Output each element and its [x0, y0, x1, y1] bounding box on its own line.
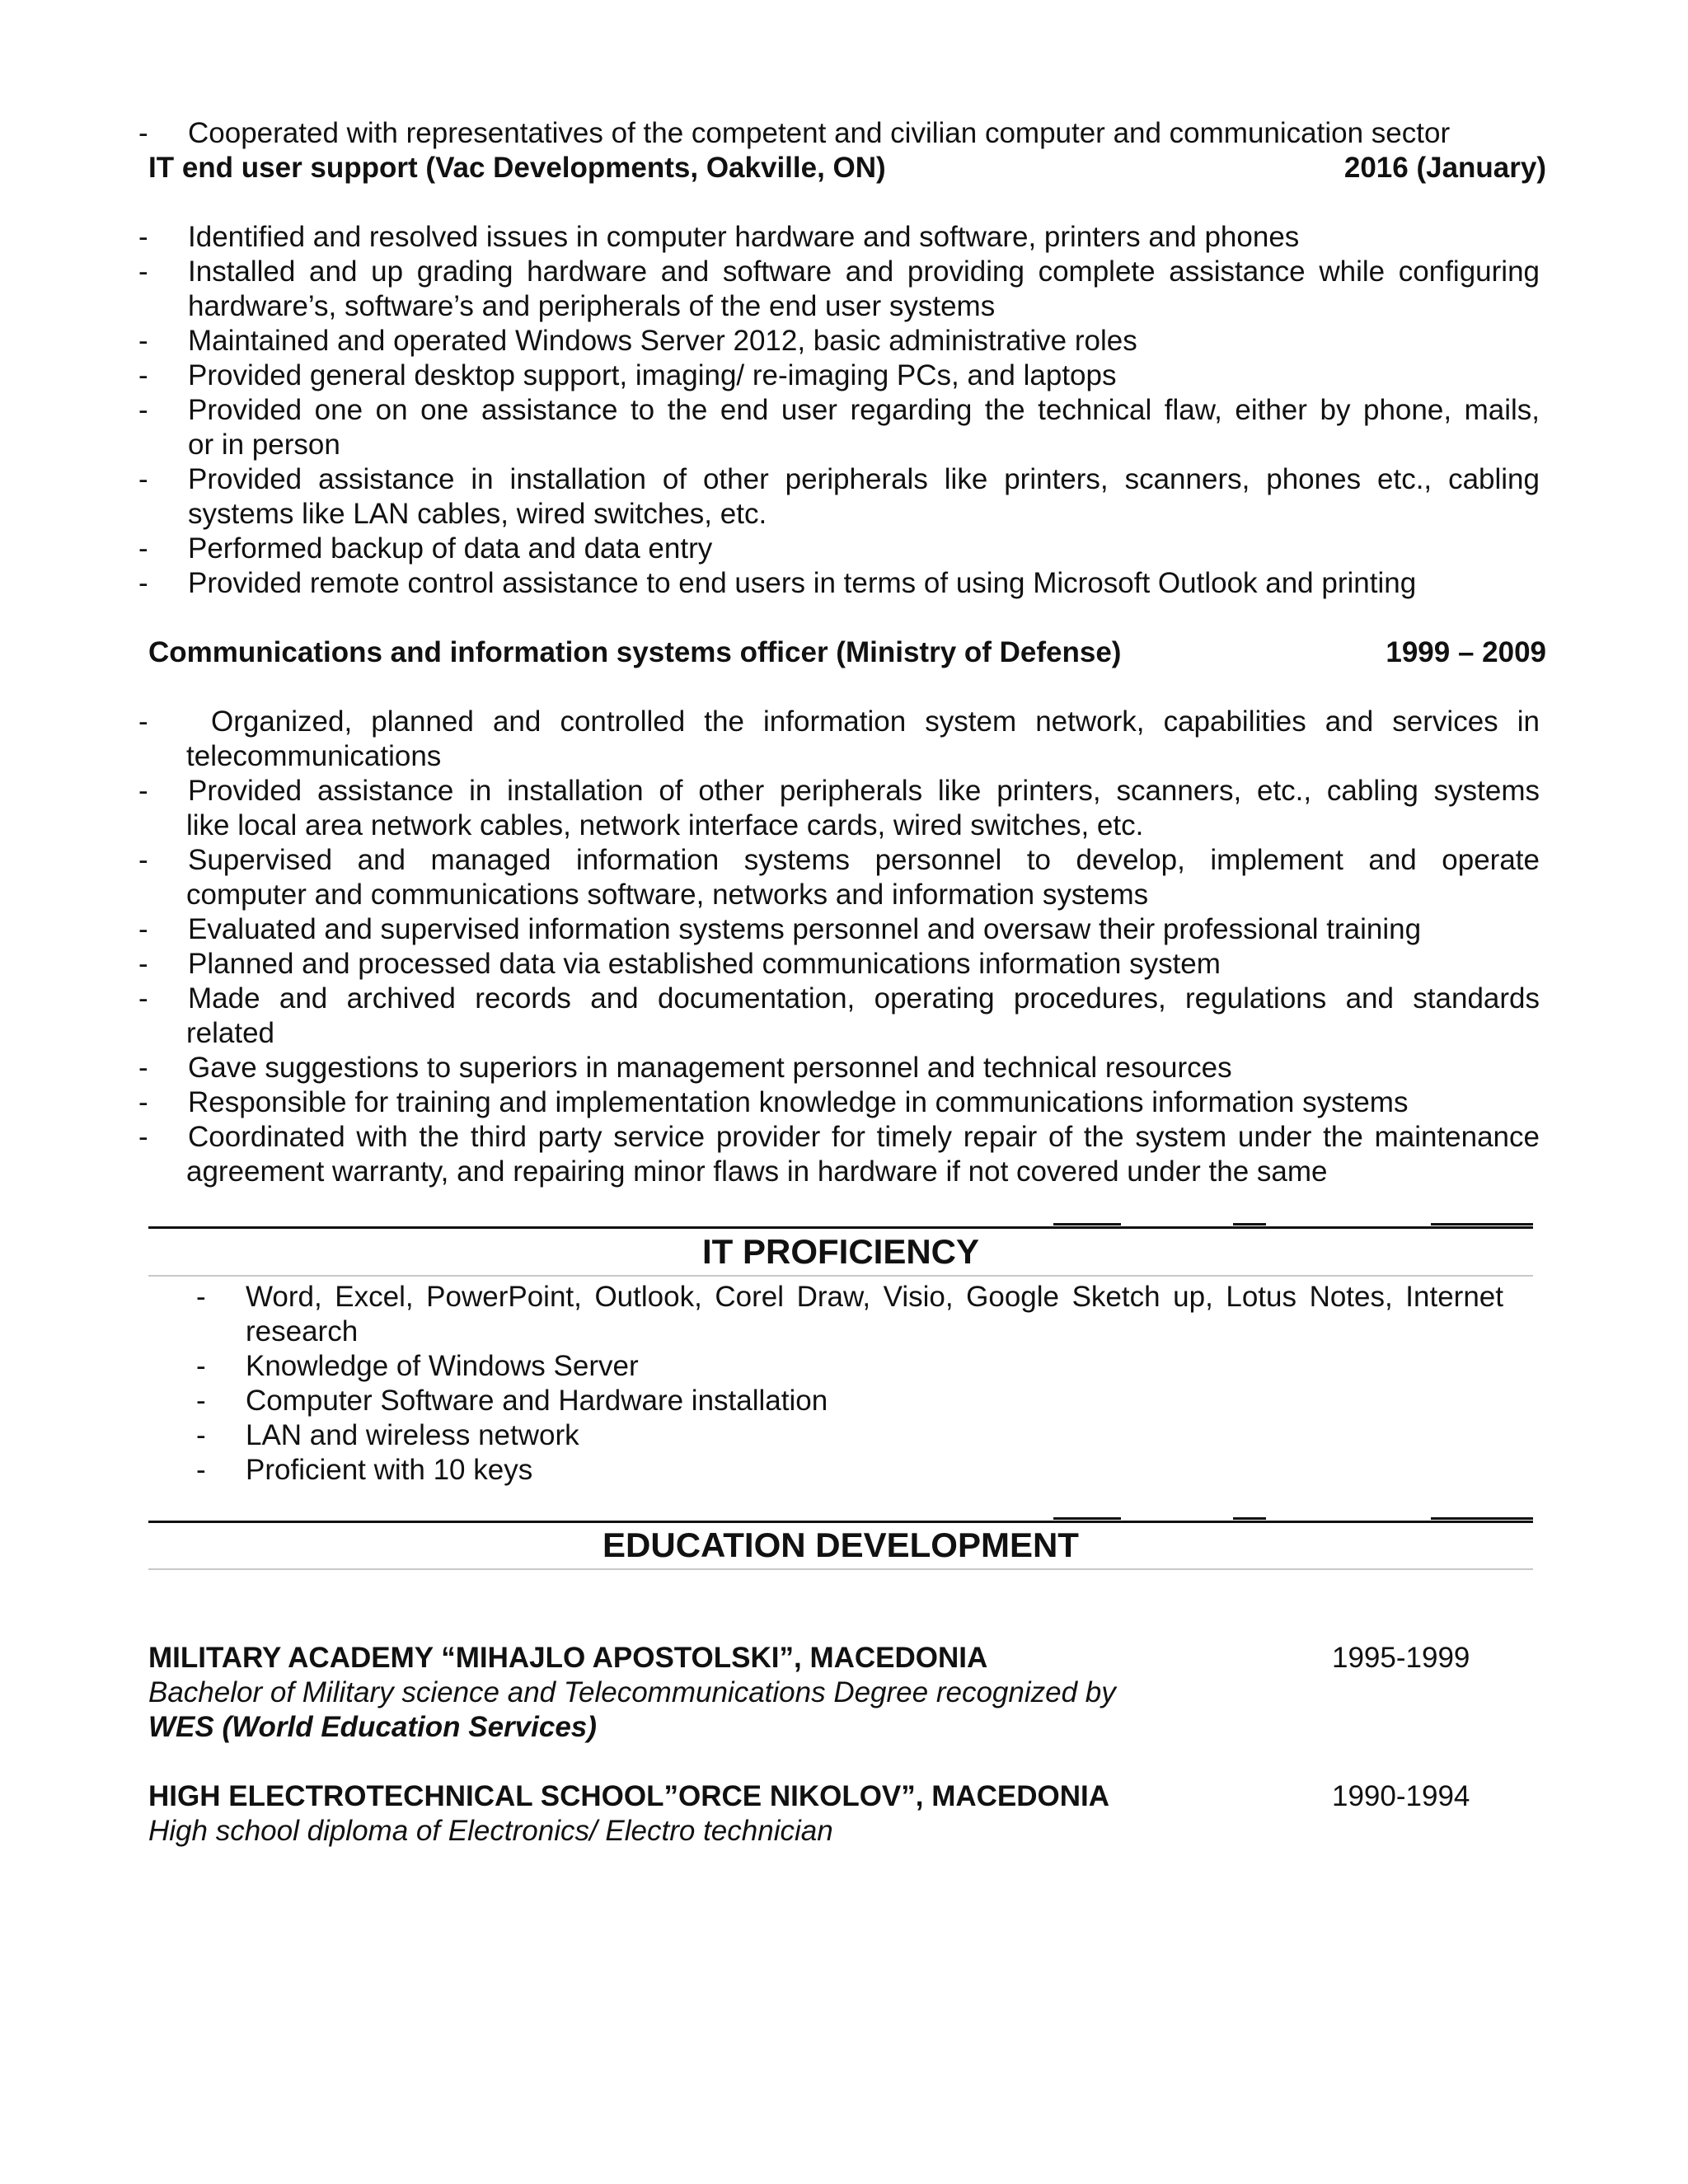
bullet-text: Made and archived records and documentation, operating procedures, regulations and standards: [188, 982, 1540, 1015]
section-divider: [148, 1226, 1533, 1229]
education-heading: EDUCATION DEVELOPMENT: [603, 1526, 1079, 1564]
education-school: MILITARY ACADEMY “MIHAJLO APOSTOLSKI”, MACEDONIA: [148, 1642, 988, 1674]
bullet-text: Provided remote control assistance to end users in terms of using Microsoft Outlook and printing: [188, 567, 1417, 599]
bullet-dash: -: [138, 1121, 148, 1153]
bullet-text: Provided assistance in installation of other peripherals like printers, scanners, phones etc., cabling: [188, 463, 1540, 495]
bullet-dash: -: [138, 532, 148, 565]
bullet-text: like local area network cables, network interface cards, wired switches, etc.: [186, 809, 1144, 841]
bullet-dash: -: [138, 775, 148, 807]
bullet-dash: -: [138, 982, 148, 1015]
bullet-text: hardware’s, software’s and peripherals of the end user systems: [188, 290, 996, 322]
bullet-text: Gave suggestions to superiors in management personnel and technical resources: [188, 1052, 1232, 1084]
bullet-dash: -: [196, 1419, 206, 1451]
it-proficiency-heading: IT PROFICIENCY: [701, 1232, 980, 1271]
bullet-text: systems like LAN cables, wired switches, etc.: [188, 498, 767, 530]
bullet-text: Identified and resolved issues in computer hardware and software, printers and phones: [188, 221, 1300, 253]
bullet-dash: -: [138, 359, 148, 391]
divider-accent: [1431, 1517, 1533, 1520]
bullet-text: Planned and processed data via established communications information system: [188, 948, 1221, 980]
divider-accent: [1431, 1223, 1533, 1226]
bullet-text: Installed and up grading hardware and software and providing complete assistance while configuring: [188, 255, 1540, 288]
bullet-text: Supervised and managed information systems personnel to develop, implement and operate: [188, 844, 1540, 876]
bullet-text: Evaluated and supervised information systems personnel and oversaw their professional training: [188, 913, 1422, 945]
bullet-text: Maintained and operated Windows Server 2012, basic administrative roles: [188, 325, 1137, 357]
education-years: 1995-1999: [1332, 1642, 1470, 1674]
education-degree: High school diploma of Electronics/ Electro technician: [148, 1815, 833, 1847]
bullet-dash: -: [196, 1350, 206, 1382]
job2-date: 1999 – 2009: [1386, 636, 1546, 668]
bullet-dash: -: [138, 325, 148, 357]
education-school: HIGH ELECTROTECHNICAL SCHOOL”ORCE NIKOLOV”, MACEDONIA: [148, 1780, 1110, 1812]
bullet-dash: -: [138, 1052, 148, 1084]
divider-accent: [1233, 1517, 1266, 1520]
bullet-text: research: [246, 1315, 359, 1347]
bullet-text: computer and communications software, networks and information systems: [186, 879, 1149, 911]
bullet-dash: -: [138, 1086, 148, 1118]
divider-accent: [1053, 1223, 1121, 1226]
bullet-text: or in person: [188, 429, 340, 461]
heading-underline: [148, 1568, 1533, 1570]
bullet-text: telecommunications: [186, 740, 442, 772]
bullet-text: Provided one on one assistance to the end user regarding the technical flaw, either by phone, mails,: [188, 394, 1540, 426]
bullet-text: Computer Software and Hardware installation: [246, 1385, 828, 1417]
bullet-dash: -: [138, 567, 148, 599]
bullet-text: Responsible for training and implementation knowledge in communications information systems: [188, 1086, 1409, 1118]
job1-title: IT end user support (Vac Developments, Oakville, ON): [148, 152, 886, 184]
bullet-dash: -: [138, 913, 148, 945]
education-degree: Bachelor of Military science and Telecommunications Degree recognized by: [148, 1676, 1116, 1708]
bullet-text: related: [186, 1017, 275, 1049]
bullet-text: Organized, planned and controlled the information system network, capabilities and services in: [211, 705, 1540, 738]
divider-accent: [1053, 1517, 1121, 1520]
bullet-dash: -: [138, 221, 148, 253]
section-divider: [148, 1521, 1533, 1523]
bullet-text: Provided assistance in installation of other peripherals like printers, scanners, etc., cabling systems: [188, 775, 1540, 807]
bullet-dash: -: [196, 1281, 206, 1313]
bullet-text: Performed backup of data and data entry: [188, 532, 713, 565]
bullet-dash: -: [138, 463, 148, 495]
bullet-dash: -: [138, 255, 148, 288]
top-bullet-text: Cooperated with representatives of the competent and civilian computer and communication sector: [188, 117, 1451, 149]
bullet-dash: -: [138, 394, 148, 426]
bullet-dash: -: [196, 1385, 206, 1417]
heading-underline: [148, 1275, 1533, 1277]
bullet-text: agreement warranty, and repairing minor flaws in hardware if not covered under the same: [186, 1155, 1328, 1188]
bullet-dash: -: [138, 948, 148, 980]
bullet-dash: -: [196, 1454, 206, 1486]
job2-title: Communications and information systems officer (Ministry of Defense): [148, 636, 1122, 668]
bullet-text: Coordinated with the third party service provider for timely repair of the system under the maintenance: [188, 1121, 1540, 1153]
bullet-text: Provided general desktop support, imaging/ re-imaging PCs, and laptops: [188, 359, 1117, 391]
education-years: 1990-1994: [1332, 1780, 1470, 1812]
bullet-dash: -: [138, 844, 148, 876]
bullet-text: Word, Excel, PowerPoint, Outlook, Corel Draw, Visio, Google Sketch up, Lotus Notes, Internet: [246, 1281, 1503, 1313]
bullet-text: Knowledge of Windows Server: [246, 1350, 639, 1382]
job1-date: 2016 (January): [1343, 152, 1546, 184]
bullet-dash: -: [138, 705, 148, 738]
bullet-text: Proficient with 10 keys: [246, 1454, 533, 1486]
bullet-text: LAN and wireless network: [246, 1419, 579, 1451]
divider-accent: [1233, 1223, 1266, 1226]
bullet-dash: -: [138, 117, 148, 149]
education-degree-recognition: WES (World Education Services): [148, 1711, 597, 1743]
